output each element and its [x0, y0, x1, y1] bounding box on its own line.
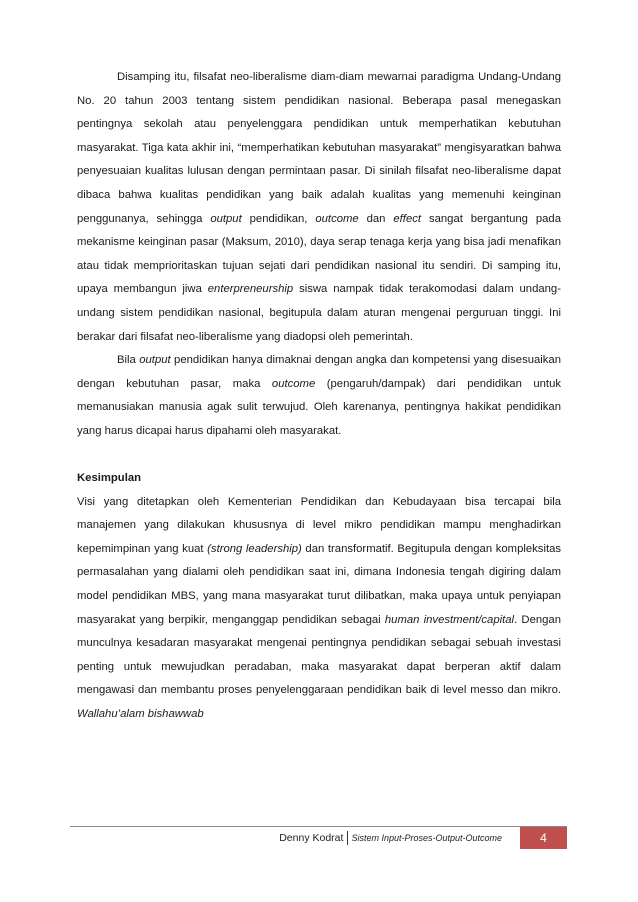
- italic-term: output: [210, 212, 242, 225]
- footer-document-title: Sistem Input-Proses-Output-Outcome: [351, 833, 502, 843]
- page-number: 4: [520, 827, 567, 849]
- section-heading-kesimpulan: Kesimpulan: [77, 472, 142, 485]
- paragraph-output-outcome: Bila output pendidikan hanya dimaknai dengan angka dan kompetensi yang disesuaikan dengan kebutuhan pasar, maka outcome (pengaruh/dampak) dari pendidikan untuk memanusiakan manusia agak sulit terwujud. Oleh karenanya, pentingnya hakikat pendidikan yang harus dicapai harus dipahami oleh masyarakat.: [77, 354, 562, 437]
- paragraph-conclusion: Visi yang ditetapkan oleh Kementerian Pendidikan dan Kebudayaan bisa tercapai bila manajemen yang dilakukan khususnya di level mikro pendidikan mampu menghadirkan kepemimpinan yang kuat (strong leadership) dan transformatif. Begitupula dengan kompleksitas permasalahan yang dialami oleh pendidikan saat ini, dimana Indonesia tengah digiring dalam model pendidikan MBS, yang mana masyarakat turut dilibatkan, maka upaya untuk penyiapan masyarakat yang berpikir, menganggap pendidikan sebagai human investment/capital. Dengan munculnya kesadaran masyarakat mengenai pentingnya pendidikan sebagai sebuah investasi penting untuk mewujudkan peradaban, maka masyarakat dapat berperan aktif dalam mengawasi dan membantu proses penyelenggaraan pendidikan baik di level messo dan mikro. Wallahu’alam bishawwab: [77, 495, 562, 721]
- paragraph-neoliberalism: Disamping itu, filsafat neo-liberalisme diam-diam mewarnai paradigma Undang-Undang No. 20 tahun 2003 tentang sistem pendidikan nasional. Beberapa pasal menegaskan pentingnya sekolah atau penyelenggara pendidikan untuk memperhatikan kebutuhan masyarakat. Tiga kata akhir ini, “memperhatikan kebutuhan masyarakat” mengisyaratkan bahwa penyesuaian kualitas lulusan dengan permintaan pasar. Di sinilah filsafat neo-liberalisme dapat dibaca bahwa kualitas pendidikan yang baik adalah kualitas yang memenuhi keinginan penggunanya, sehingga output pendidikan, outcome dan effect sangat bergantung pada mekanisme keinginan pasar (Maksum, 2010), daya serap tenaga kerja yang bisa jadi menafikan atau tidak memprioritaskan tujuan sejati dari pendidikan nasional itu sendiri. Di samping itu, upaya membangun jiwa enterpreneurship siswa nampak tidak terakomodasi dalam undang-undang sistem pendidikan nasional, begitupula dalam aturan mengenai perguruan tinggi. Ini berakar dari filsafat neo-liberalisme yang diadopsi oleh pemerintah.: [77, 71, 561, 343]
- italic-term: output: [139, 354, 171, 367]
- italic-term: human investment/capital: [384, 613, 515, 626]
- italic-term: outcome: [315, 212, 359, 225]
- italic-term: Wallahu’alam bishawwab: [77, 708, 204, 721]
- italic-term: enterpreneurship: [207, 283, 294, 296]
- italic-term: effect: [393, 212, 422, 225]
- page-content: [77, 66, 561, 727]
- paragraph-spacer: [77, 444, 561, 468]
- footer-separator: [347, 831, 348, 845]
- italic-term: outcome: [271, 377, 316, 390]
- italic-term: (strong leadership): [207, 542, 302, 555]
- footer-author: Denny Kodrat: [279, 832, 344, 844]
- page-footer: [70, 827, 567, 849]
